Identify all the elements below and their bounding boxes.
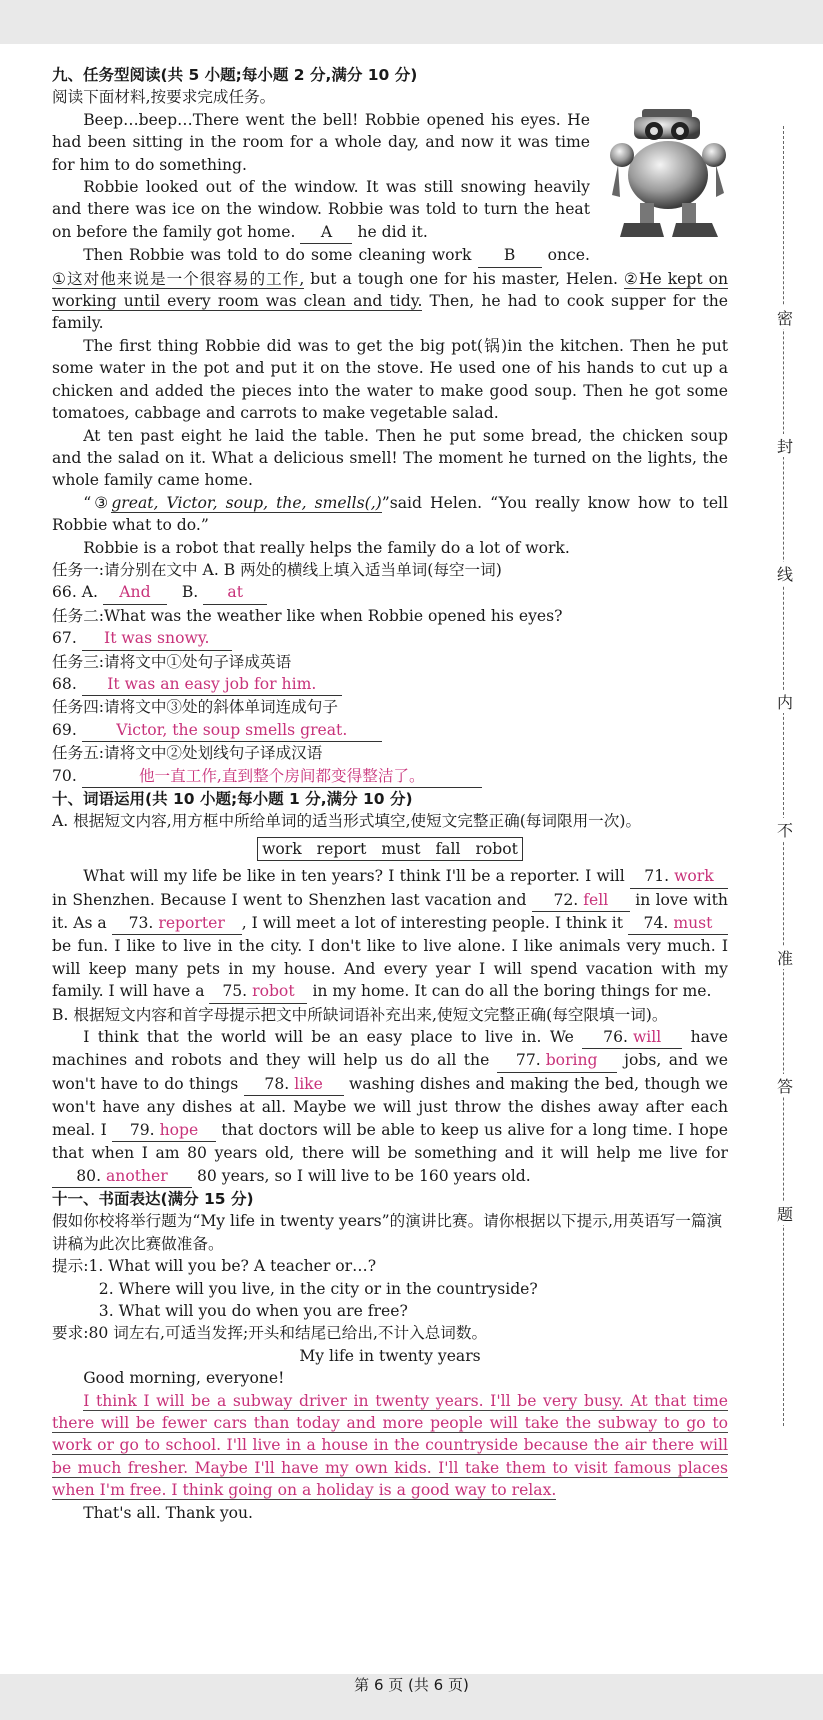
blank-number: 77. xyxy=(515,1051,541,1070)
essay-opening: Good morning, everyone! xyxy=(83,1369,285,1388)
question-number: 67. xyxy=(52,629,77,648)
requirements: 要求:80 词左右,可适当发挥;开头和结尾已给出,不计入总词数。 xyxy=(52,1324,488,1343)
blank-number: 74. xyxy=(643,914,669,933)
marked-sentence-2: ②He kept on working until every room was clean and tidy. xyxy=(52,269,729,311)
passage-text: jobs, and we won't have to do things xyxy=(52,1051,728,1093)
answer-69-text: Victor, the soup smells great. xyxy=(82,719,382,742)
blank-number: 78. xyxy=(264,1074,290,1093)
word-box-row xyxy=(52,837,728,861)
question-number: 70. xyxy=(52,766,77,785)
exam-page xyxy=(0,44,823,1694)
passage-text: Robbie looked out of the window. It was still snowing heavily and there was ice on the window. Robbie was told to turn the heat on before the family got home. xyxy=(52,178,590,241)
seal-char: 答 xyxy=(775,1074,795,1097)
answer-78: like xyxy=(294,1074,323,1093)
blank-number: 76. xyxy=(603,1028,628,1047)
passage-text: in Shenzhen. Because I went to Shenzhen last vacation and xyxy=(52,890,527,909)
seal-char: 不 xyxy=(775,818,795,841)
passage-text: in my home. It can do all the boring things for me. xyxy=(312,982,712,1001)
seal-char: 线 xyxy=(775,562,795,585)
hint-2: 2. Where will you live, in the city or in the countryside? xyxy=(98,1279,538,1298)
seal-char: 准 xyxy=(775,946,795,969)
task-5: 任务五:请将文中②处划线句子译成汉语 xyxy=(52,744,323,763)
answer-75: robot xyxy=(252,982,295,1001)
passage-text: have machines and robots and they will help us do all the xyxy=(52,1028,728,1070)
passage-text: 80 years, so I will live to be 160 years old. xyxy=(196,1166,531,1185)
part-b-instruction: B. 根据短文内容和首字母提示把文中所缺词语补充出来,使短文完整正确(每空限填一词)。 xyxy=(52,1005,668,1024)
seal-char: 内 xyxy=(775,690,795,713)
blank-number: 73. xyxy=(128,914,154,933)
answer-66b: at xyxy=(203,581,267,604)
hint-1 xyxy=(52,1255,728,1277)
blank-number: 75. xyxy=(222,982,248,1001)
passage-text: be fun. I like to live in the city. I don't like to live alone. I like animals very much. I will keep many pets in my house. And every year I will spend vacation with my family. I will have a xyxy=(52,937,728,1001)
question-label: B. xyxy=(181,583,199,602)
passage-paragraph: Robbie is a robot that really helps the family do a lot of work. xyxy=(83,538,570,557)
answer-79: hope xyxy=(159,1120,199,1139)
hint-text: 1. What will you be? A teacher or…? xyxy=(88,1257,377,1276)
answer-73: reporter xyxy=(158,914,225,933)
essay-text: I think I will be a subway driver in twenty years. I'll be very busy. At that time there will be fewer cars than today and more people will take the subway to go to work or go to school. I'll live in a house in the countryside because the air there will be much fresher. Maybe I'll have my own kids. I'll take them to visit famous places when I'm free. I think going on a holiday is a good way to relax. xyxy=(52,1391,728,1500)
answer-76: will xyxy=(632,1028,662,1047)
answer-68-text: It was an easy job for him. xyxy=(82,673,342,696)
answer-70 xyxy=(52,765,728,788)
passage-text: , I will meet a lot of interesting people. I think it xyxy=(241,914,623,933)
answer-67 xyxy=(52,627,728,650)
blank-b: B xyxy=(478,244,542,267)
passage-text: washing dishes and making the bed, though we won't have any dishes at all. Maybe we will just throw the dishes away after each meal. I xyxy=(52,1074,729,1139)
section-10-heading: 十、词语运用(共 10 小题;每小题 1 分,满分 10 分) xyxy=(52,790,413,808)
passage-paragraph: The first thing Robbie did was to get the big pot(锅)in the kitchen. Then he put some water in the pot and put it on the stove. He used one of his hands to cut up a chicken and added the pieces into the water to make good soup. Then he got some tomatoes, cabbage and carrots to make vegetable salad. xyxy=(52,336,728,423)
hint-label: 提示: xyxy=(52,1257,89,1276)
essay-closing: That's all. Thank you. xyxy=(83,1503,254,1522)
task-1: 任务一:请分别在文中 A. B 两处的横线上填入适当单词(每空一词) xyxy=(52,560,502,579)
answer-71: work xyxy=(674,867,714,886)
passage-text: Then, he had to cook supper for the family. xyxy=(52,292,728,333)
passage-text: Then Robbie was told to do some cleaning work xyxy=(83,246,472,265)
italic-words: great, Victor, soup, the, smells(,) xyxy=(111,493,382,512)
seal-char: 封 xyxy=(775,434,795,457)
seal-char: 密 xyxy=(775,306,795,329)
quote-open: “③ xyxy=(83,493,112,512)
question-number: 66. A. xyxy=(52,583,98,602)
answer-74: must xyxy=(673,914,713,933)
passage-paragraph: Beep…beep…There went the bell! Robbie opened his eyes. He had been sitting in the room for a whole day, and now it was time for him to do something. xyxy=(52,110,590,174)
answer-72: fell xyxy=(583,890,609,909)
question-number: 69. xyxy=(52,720,77,739)
cloze-a-paragraph xyxy=(52,865,728,1003)
question-number: 68. xyxy=(52,674,77,693)
blank-number: 72. xyxy=(553,890,579,909)
blank-number: 80. xyxy=(76,1166,102,1185)
word-box: work report must fall robot xyxy=(257,837,523,861)
cloze-b-paragraph xyxy=(52,1026,728,1188)
passage-text: that doctors will be able to keep us alive for a long time. I hope that when I am 80 years old, there will be something and it will help me live for xyxy=(52,1120,728,1163)
page-footer: 第 6 页 (共 6 页) xyxy=(354,1676,469,1694)
passage-paragraph xyxy=(52,492,728,537)
passage-text: in love with it. As a xyxy=(52,890,728,933)
passage-text: once. xyxy=(547,246,590,265)
essay-title: My life in twenty years xyxy=(299,1346,481,1365)
answer-66 xyxy=(52,581,728,604)
instruction: 阅读下面材料,按要求完成任务。 xyxy=(52,88,276,107)
passage-text: I think that the world will be an easy place to live in. We xyxy=(83,1028,574,1047)
passage-paragraph: At ten past eight he laid the table. Then he put some bread, the chicken soup and the salad on it. What a delicious smell! The moment he turned on the lights, the whole family came home. xyxy=(52,426,728,490)
hint-3: 3. What will you do when you are free? xyxy=(98,1301,408,1320)
passage-text: he did it. xyxy=(357,222,428,241)
passage-paragraph xyxy=(52,244,728,335)
section-11-heading: 十一、书面表达(满分 15 分) xyxy=(52,1189,254,1208)
answer-67-text: It was snowy. xyxy=(82,627,232,650)
seal-char: 题 xyxy=(775,1202,795,1225)
section-9-heading: 九、任务型阅读(共 5 小题;每小题 2 分,满分 10 分) xyxy=(52,66,418,84)
answer-66a: And xyxy=(103,581,167,604)
robot-illustration xyxy=(604,105,736,245)
blank-number: 71. xyxy=(644,867,670,886)
essay-answer xyxy=(52,1390,728,1502)
part-a-instruction: A. 根据短文内容,用方框中所给单词的适当形式填空,使短文完整正确(每词限用一次)。 xyxy=(52,812,642,831)
passage-text: ”said Helen. “You really know how to tell Robbie what to do.” xyxy=(52,493,729,535)
answer-68 xyxy=(52,673,728,696)
passage-text: What will my life be like in ten years? I think I'll be a reporter. I will xyxy=(83,867,625,886)
page-content xyxy=(52,64,728,1524)
blank-number: 79. xyxy=(129,1120,155,1139)
answer-77: boring xyxy=(545,1051,598,1070)
task-3: 任务三:请将文中①处句子译成英语 xyxy=(52,652,292,671)
task-4: 任务四:请将文中③处的斜体单词连成句子 xyxy=(52,698,338,717)
blank-a: A xyxy=(300,221,352,244)
answer-70-text: 他一直工作,直到整个房间都变得整洁了。 xyxy=(82,765,482,788)
answer-69 xyxy=(52,719,728,742)
marked-sentence-1: ①这对他来说是一个很容易的工作, xyxy=(52,269,305,288)
writing-prompt: 假如你校将举行题为“My life in twenty years”的演讲比赛。请你根据以下提示,用英语写一篇演讲稿为此次比赛做准备。 xyxy=(52,1212,723,1253)
passage-text: but a tough one for his master, Helen. xyxy=(310,269,618,288)
answer-80: another xyxy=(106,1166,168,1185)
task-2: 任务二:What was the weather like when Robbie opened his eyes? xyxy=(52,606,563,625)
